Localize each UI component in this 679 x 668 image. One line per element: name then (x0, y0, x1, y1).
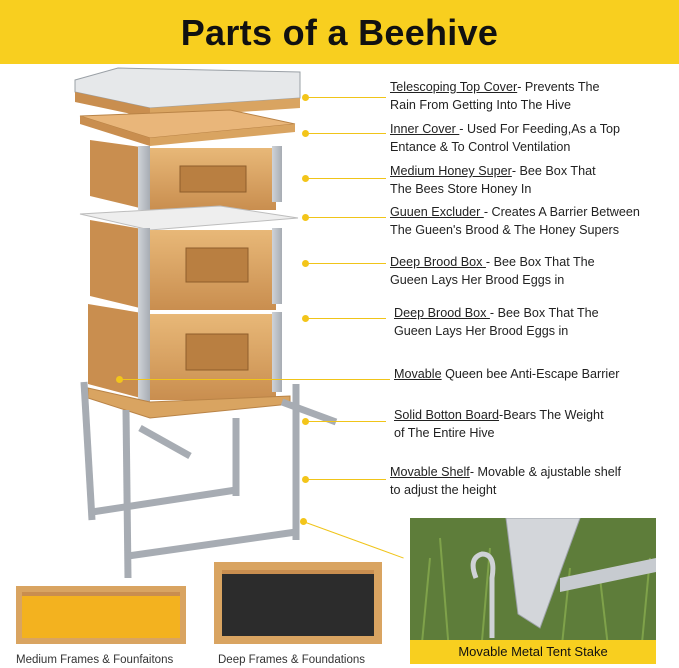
label-deep-brood-box-2: Deep Brood Box - Bee Box That The Gueen Lays Her Brood Eggs in (394, 306, 599, 338)
callout-dot (302, 130, 309, 137)
caption-tent-stake: Movable Metal Tent Stake (410, 640, 656, 664)
caption-medium-frames: Medium Frames & Founfaitons (16, 654, 174, 666)
leader-line (306, 217, 386, 218)
deep-brood-box-upper (90, 220, 282, 312)
leader-line (306, 421, 386, 422)
callout-dot (302, 418, 309, 425)
label-honey-super: Medium Honey Super- Bee Box That The Bees Store Honey In (390, 164, 596, 196)
callout-dot (302, 315, 309, 322)
label-bottom-board: Solid Botton Board-Bears The Weight of The Entire Hive (394, 408, 604, 440)
leader-line (306, 263, 386, 264)
label-deep-brood-box-1: Deep Brood Box - Bee Box That The Gueen Lays Her Brood Eggs in (390, 255, 595, 287)
leader-line (306, 318, 386, 319)
callout-dot (302, 214, 309, 221)
leader-line (306, 479, 386, 480)
callout-dot (302, 175, 309, 182)
title-banner (0, 0, 679, 64)
label-queen-excluder: Guuen Excluder - Creates A Barrier Between The Gueen's Brood & The Honey Supers (390, 205, 640, 237)
label-top-cover: Telescoping Top Cover- Prevents The Rain From Getting Into The Hive (390, 80, 600, 112)
inner-cover (80, 110, 295, 146)
callout-dot (302, 476, 309, 483)
deep-brood-box-lower (88, 304, 282, 402)
leader-line (120, 379, 390, 380)
label-anti-escape-barrier: Movable Queen bee Anti-Escape Barrier (394, 367, 620, 381)
caption-deep-frames: Deep Frames & Foundations (218, 654, 366, 666)
leader-line (306, 97, 386, 98)
telescoping-top-cover (75, 68, 300, 118)
callout-dot (302, 260, 309, 267)
deep-frame-image (214, 562, 382, 644)
medium-frame-image (16, 586, 186, 644)
callout-dot (116, 376, 123, 383)
page-title: Parts of a Beehive (180, 12, 499, 53)
label-movable-shelf: Movable Shelf- Movable & ajustable shelf to adjust the height (390, 465, 622, 497)
medium-honey-super (90, 140, 282, 210)
leader-line (306, 133, 386, 134)
leader-line (306, 178, 386, 179)
callout-dot (300, 518, 307, 525)
callout-dot (302, 94, 309, 101)
label-inner-cover: Inner Cover - Used For Feeding,As a Top Entance & To Control Ventilation (390, 122, 621, 154)
